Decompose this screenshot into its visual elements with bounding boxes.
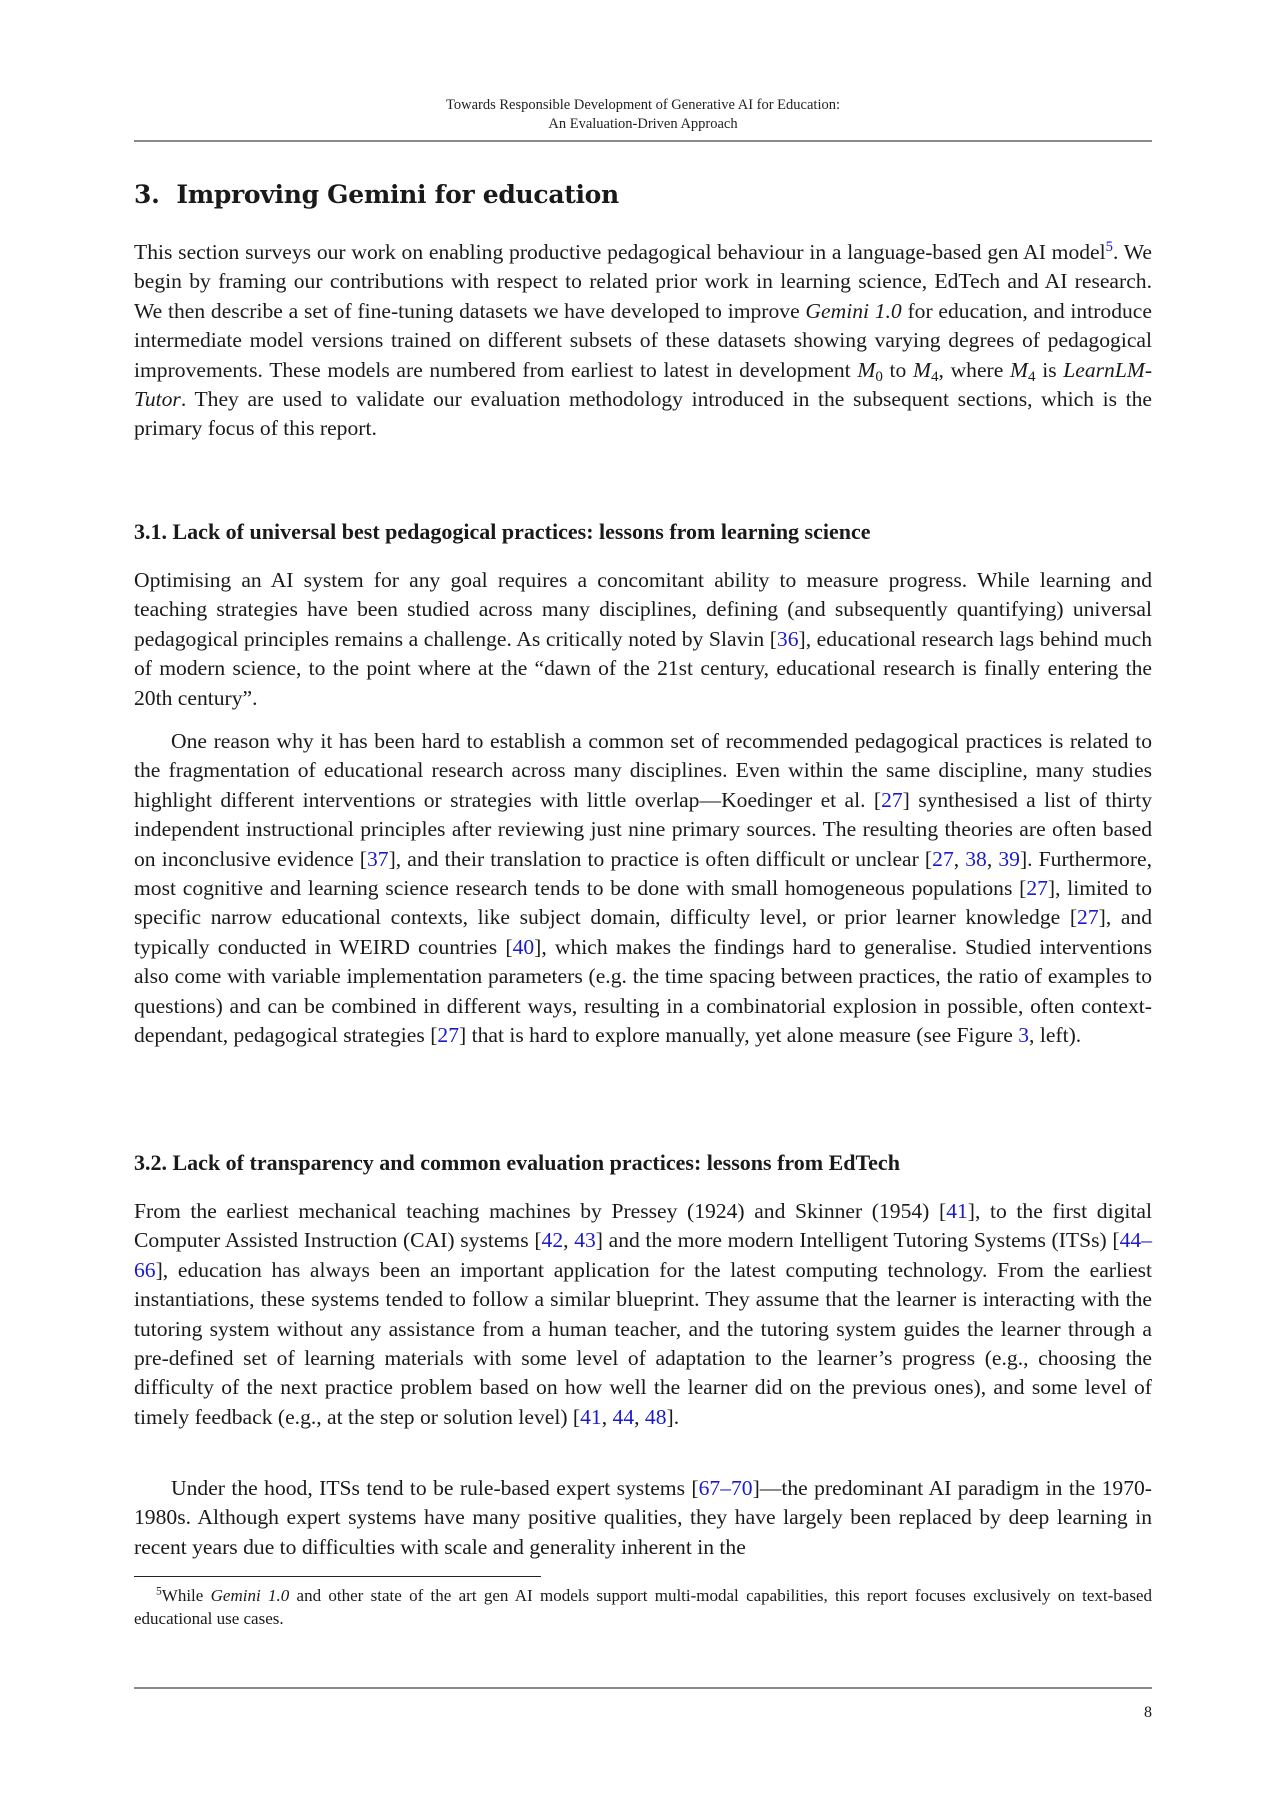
citation-link[interactable]: 27 <box>932 846 954 871</box>
citation-link[interactable]: 43 <box>574 1228 596 1253</box>
citation-link[interactable]: 48 <box>644 1404 667 1429</box>
citation-link[interactable]: 36 <box>776 626 799 651</box>
footnote-mark: 5 <box>156 1584 162 1598</box>
section-number: 3. <box>134 180 160 209</box>
subsection-heading-3-1: 3.1. Lack of universal best pedagogical practices: lessons from learning science <box>134 519 871 544</box>
model-name-gemini: Gemini 1.0 <box>805 298 902 323</box>
subsection-3-2-paragraph-1: From the earliest mechanical teaching machines by Pressey (1924) and Skinner (1954) [41], to the first digital Computer Assisted Instruction (CAI) systems [42, 43] and the more modern Intelligent Tutoring Systems (ITSs) [44–66], education has always been an important application for the latest computing technology. From the earliest instantiations, these systems tended to follow a similar blueprint. They assume that the learner is interacting with the tutoring system without any assistance from a human teacher, and the tutoring system guides the learner through a pre-defined set of learning materials with some level of adaptation to the learner’s progress (e.g., choosing the difficulty of the next practice problem based on how well the learner did on the previous ones), and some level of timely feedback (e.g., at the step or solution level) [41, 44, 48]. <box>134 1199 1152 1429</box>
running-header-line1: Towards Responsible Development of Generative AI for Education: <box>446 97 840 113</box>
figure-link[interactable]: 3 <box>1018 1023 1030 1048</box>
subsection-3-1-paragraph-2: One reason why it has been hard to establish a common set of recommended pedagogical practices is related to the fragmentation of educational research across many disciplines. Even within the same discipline, many studies highlight different interventions or strategies with little overlap—Koedinger et al. [27] synthesised a list of thirty independent instructional principles after reviewing just nine primary sources. The resulting theories are often based on inconclusive evidence [37], and their translation to practice is often difficult or unclear [27, 38, 39]. Furthermore, most cognitive and learning science research tends to be done with small homogeneous populations [27], limited to specific narrow educational contexts, like subject domain, difficulty level, or prior learner knowledge [27], and typically conducted in WEIRD countries [40], which makes the findings hard to generalise. Studied interventions also come with variable implementation parameters (e.g. the time spacing between practices, the ratio of examples to questions) and can be combined in different ways, resulting in a combinatorial explosion in possible, often context-dependant, pedagogical strategies [27] that is hard to explore manually, yet alone measure (see Figure 3, left). <box>134 729 1153 1048</box>
citation-link[interactable]: 37 <box>367 846 389 871</box>
subsection-3-2-paragraph-2: Under the hood, ITSs tend to be rule-based expert systems [67–70]—the predominant AI paradigm in the 1970-1980s. Although expert systems have many positive qualities, they have largely been replaced by deep learning in recent years due to difficulties with scale and generality inherent in the <box>134 1476 1153 1559</box>
citation-link[interactable]: 44 <box>612 1404 635 1429</box>
citation-link[interactable]: 67–70 <box>698 1476 753 1500</box>
citation-link[interactable]: 27 <box>1026 876 1048 901</box>
citation-link[interactable]: 27 <box>1077 905 1099 930</box>
footnote-link[interactable]: 5 <box>1105 238 1113 255</box>
citation-link[interactable]: 27 <box>881 787 903 812</box>
citation-link[interactable]: 39 <box>998 846 1020 871</box>
citation-link[interactable]: 41 <box>580 1404 602 1429</box>
citation-link[interactable]: 44–66 <box>134 1228 1152 1282</box>
running-header <box>134 96 1152 134</box>
citation-link[interactable]: 38 <box>965 846 987 871</box>
footnote-rule <box>134 1576 541 1577</box>
model-name-learnlm-tutor: LearnLM-Tutor <box>134 357 1153 412</box>
citation-link[interactable]: 27 <box>437 1023 459 1048</box>
footnote: $^5$While Gemini 1.0 and other state of the art gen AI models support multi-modal capabilities, this report focuses exclusively on text-based educational use cases. <box>134 1584 1152 1628</box>
page-number: 8 <box>1144 1704 1152 1721</box>
running-header-line2: An Evaluation-Driven Approach <box>548 116 738 132</box>
header-rule <box>134 140 1152 142</box>
citation-link[interactable]: 42 <box>541 1228 564 1253</box>
section-heading <box>134 180 619 209</box>
citation-link[interactable]: 41 <box>946 1199 968 1223</box>
footer-rule <box>134 1687 1152 1689</box>
citation-link[interactable]: 40 <box>512 934 535 959</box>
section-title: Improving Gemini for education <box>176 180 619 209</box>
section-intro-paragraph: This section surveys our work on enabling productive pedagogical behaviour in a language-based gen AI model$^5$. We begin by framing our contributions with respect to related prior work in learning science, EdTech and AI research. We then describe a set of fine-tuning datasets we have developed to improve Gemini 1.0 for education, and introduce intermediate model versions trained on different subsets of these datasets showing varying degrees of pedagogical improvements. These models are numbered from earliest to latest in development $M_0$ to $M_4$, where $M_4$ is LearnLM-Tutor. They are used to validate our evaluation methodology introduced in the subsequent sections, which is the primary focus of this report. <box>134 238 1153 441</box>
subsection-3-1-paragraph-1: Optimising an AI system for any goal requires a concomitant ability to measure progress. While learning and teaching strategies have been studied across many disciplines, defining (and subsequently quantifying) universal pedagogical principles remains a challenge. As critically noted by Slavin [36], educational research lags behind much of modern science, to the point where at the “dawn of the 21st century, educational research is finally entering the 20th century”. <box>134 568 1152 710</box>
subsection-heading-3-2: 3.2. Lack of transparency and common evaluation practices: lessons from EdTech <box>134 1150 900 1175</box>
